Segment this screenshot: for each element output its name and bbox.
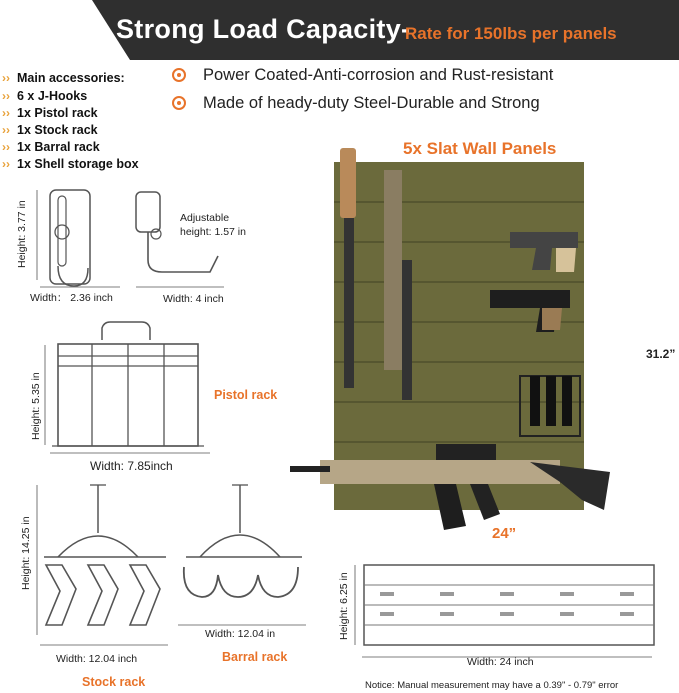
assembly-height-label: 31.2”	[646, 347, 676, 361]
jhook-width-label: Width： 2.36 inch	[30, 292, 113, 304]
dimension-line	[350, 565, 360, 655]
banner-title: Strong Load Capacity-	[116, 14, 411, 44]
dimension-line	[50, 448, 210, 458]
accessory-item: 1x Stock rack	[17, 123, 98, 137]
accessory-item: 1x Pistol rack	[17, 106, 98, 120]
barral-rack-width-label: Width: 12.04 in	[205, 628, 276, 640]
slat-wall-panels-title: 5x Slat Wall Panels	[403, 139, 557, 158]
panel-height-label: Height: 6.25 in	[338, 572, 350, 640]
jhook-adjustable-label: Adjustable	[180, 212, 230, 224]
jhook-width2-label: Width: 4 inch	[163, 293, 224, 305]
accessory-item: 6 x J-Hooks	[17, 89, 88, 103]
accessories-heading: Main accessories:	[17, 71, 125, 85]
bullet-icon	[172, 96, 186, 110]
pistol-rack-width-label: Width: 7.85inch	[90, 459, 173, 473]
dimension-line	[32, 190, 42, 280]
stock-rack-width-label: Width: 12.04 inch	[56, 653, 138, 665]
bullet-icon	[172, 68, 186, 82]
chevron-icon: ››	[2, 123, 10, 137]
stock-rack-height-label: Height: 14.25 in	[20, 516, 32, 590]
measurement-notice: Notice: Manual measurement may have a 0.39" - 0.79" error	[365, 680, 619, 691]
j-hook-front-drawing	[40, 186, 120, 296]
feature-1: Power Coated-Anti-corrosion and Rust-resistant	[203, 66, 554, 84]
chevron-icon: ››	[2, 71, 10, 85]
slat-wall-panel-assembly	[320, 140, 620, 520]
chevron-icon: ››	[2, 157, 10, 171]
accessory-item: 1x Shell storage box	[17, 157, 139, 171]
feature-2: Made of heady-duty Steel-Durable and Strong	[203, 94, 540, 112]
barral-rack-drawing	[178, 485, 308, 615]
chevron-icon: ››	[2, 140, 10, 154]
chevron-icon: ››	[2, 106, 10, 120]
chevron-icon: ››	[2, 89, 10, 103]
banner-subtitle: Rate for 150lbs per panels	[405, 24, 617, 43]
accessory-item: 1x Barral rack	[17, 140, 100, 154]
jhook-height-label: Height: 3.77 in	[16, 200, 28, 268]
dimension-line	[136, 282, 226, 292]
stock-rack-drawing	[40, 485, 170, 635]
panel-width-label: Width: 24 inch	[467, 656, 534, 668]
dimension-line	[40, 640, 170, 650]
pistol-rack-label: Pistol rack	[214, 388, 278, 402]
assembly-width-label: 24”	[492, 525, 517, 542]
jhook-adjustable-height: height: 1.57 in	[180, 226, 246, 238]
barral-rack-label: Barral rack	[222, 650, 288, 664]
stock-rack-label: Stock rack	[82, 675, 146, 689]
pistol-rack-drawing	[48, 322, 208, 452]
single-slat-panel-drawing	[360, 565, 660, 655]
pistol-rack-height-label: Height: 5.35 in	[30, 372, 42, 440]
dimension-line	[32, 485, 42, 635]
